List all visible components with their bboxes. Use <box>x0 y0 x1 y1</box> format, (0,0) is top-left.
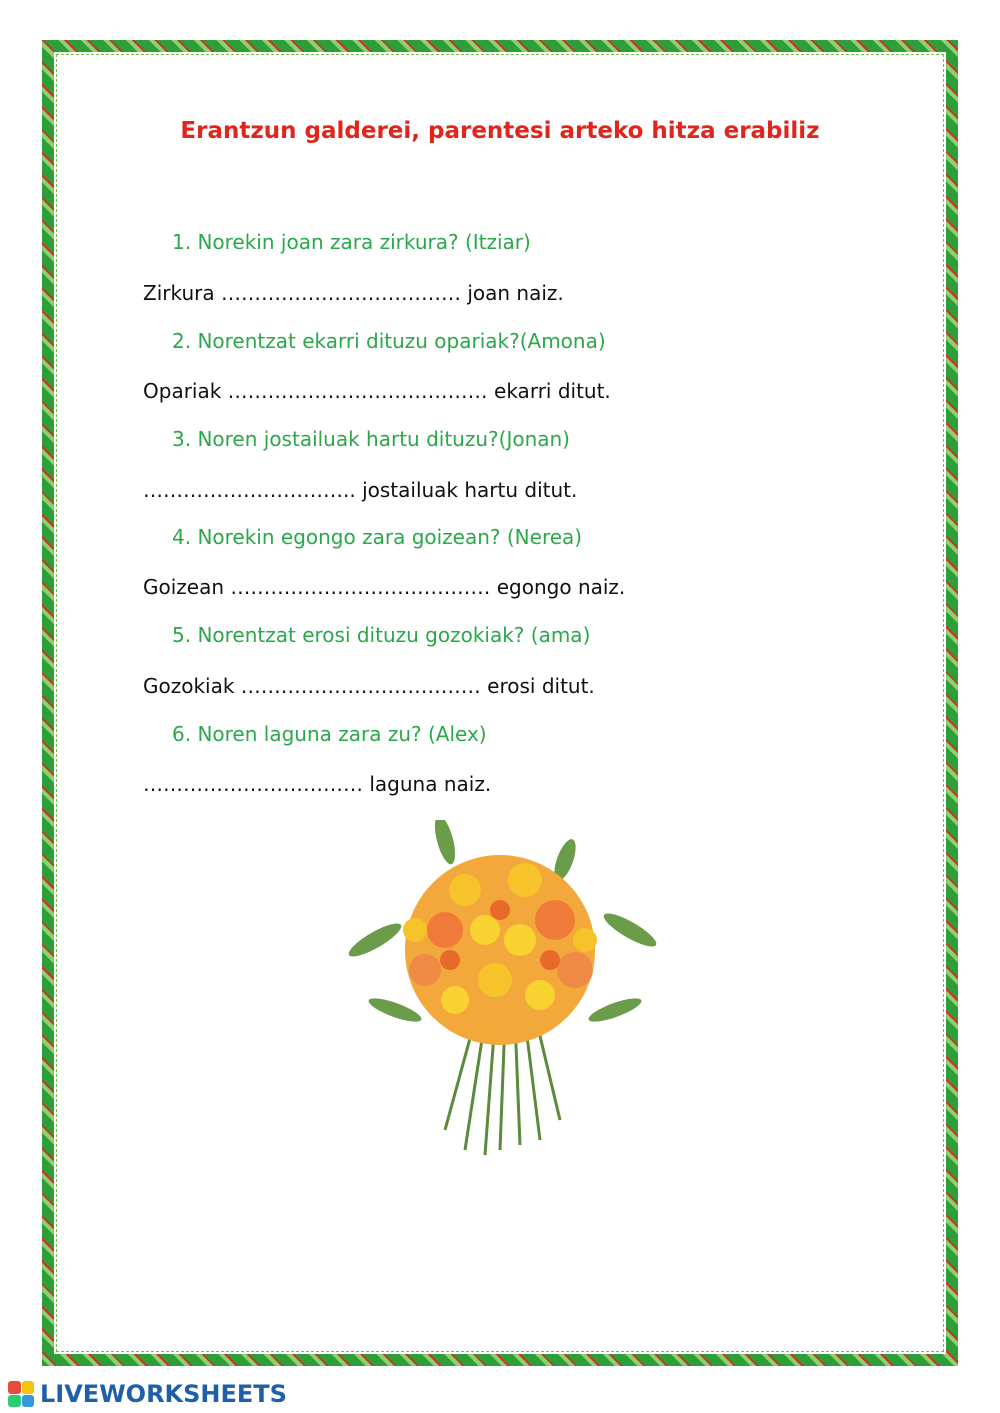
answer-1: Zirkura ……………………………… joan naiz. <box>143 281 564 305</box>
worksheet-title: Erantzun galderei, parentesi arteko hitza erabiliz <box>180 118 820 144</box>
question-6: 6. Noren laguna zara zu? (Alex) <box>172 722 487 746</box>
question-5: 5. Norentzat erosi dituzu gozokiak? (ama) <box>172 623 591 647</box>
answer-6: …………………………… laguna naiz. <box>143 772 492 796</box>
liveworksheets-logo-icon <box>8 1381 34 1407</box>
question-3: 3. Noren jostailuak hartu dituzu?(Jonan) <box>172 427 570 451</box>
answer-3: ………………………….. jostailuak hartu ditut. <box>143 478 578 502</box>
footer-brand: LIVEWORKSHEETS <box>40 1380 287 1408</box>
flower-bouquet-icon <box>335 820 665 1165</box>
question-4: 4. Norekin egongo zara goizean? (Nerea) <box>172 525 583 549</box>
answer-4: Goizean ………………………………… egongo naiz. <box>143 575 626 599</box>
answer-2: Opariak ………………………………… ekarri ditut. <box>143 379 611 403</box>
liveworksheets-footer <box>8 1380 287 1408</box>
question-2: 2. Norentzat ekarri dituzu opariak?(Amona) <box>172 329 606 353</box>
question-1: 1. Norekin joan zara zirkura? (Itziar) <box>172 230 531 254</box>
answer-5: Gozokiak ……………………………… erosi ditut. <box>143 674 595 698</box>
